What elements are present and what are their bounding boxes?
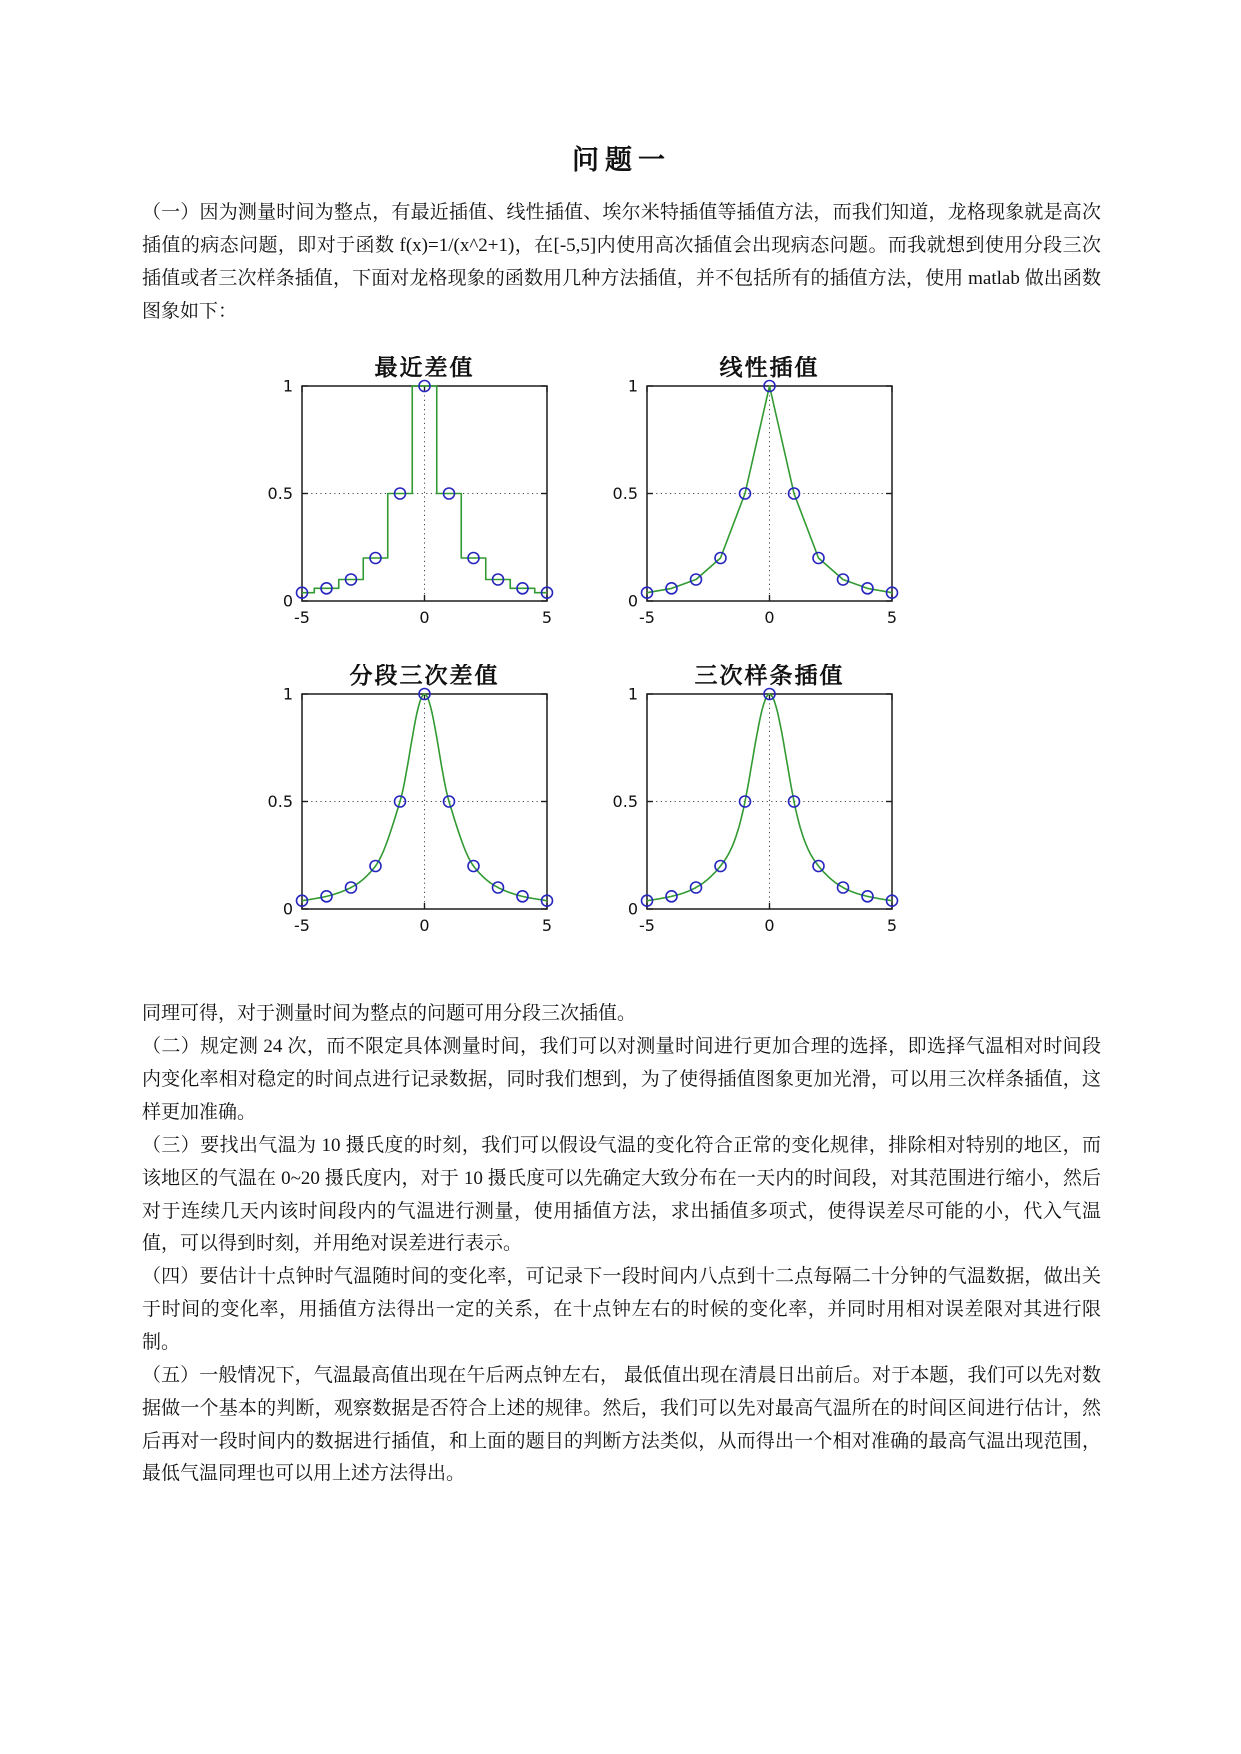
y-tick-label: 0.5: [267, 484, 293, 504]
y-tick-label: 1: [282, 376, 293, 396]
x-tick-label: 0: [764, 916, 775, 936]
x-tick-label: -5: [294, 608, 310, 628]
y-tick-label: 0: [282, 899, 293, 919]
x-tick-label: 5: [541, 608, 553, 628]
y-tick-label: 0: [282, 591, 293, 611]
paragraph-4: （三）要找出气温为 10 摄氏度的时刻，我们可以假设气温的变化符合正常的变化规律，排除相对特别的地区，而该地区的气温在 0~20 摄氏度内，对于 10 摄氏度可以先确定大致分布在一天内的时间段，对其范围进行缩小，然后对于连续几天内该时间段内的气温进行测量，使用插值方法，求出插值多项式，使得误差尽可能的小，代入气温值，可以得到时刻，并用绝对误差进行表示。: [142, 1134, 1101, 1255]
paragraph-3: （二）规定测 24 次，而不限定具体测量时间，我们可以对测量时间进行更加合理的选择，即选择气温相对时间段内变化率相对稳定的时间点进行记录数据，同时我们想到，为了使得插值图象更加光滑，可以用三次样条插值，这样更加准确。: [142, 1036, 1101, 1124]
subplot-piecewise-cubic-interpolation: [262, 664, 607, 946]
matlab-figure: [262, 356, 952, 946]
y-tick-label: 1: [627, 684, 638, 704]
plot-title: 最近差值: [374, 356, 475, 382]
subplot-linear-interpolation: [607, 356, 952, 638]
y-tick-label: 0: [627, 899, 638, 919]
plot-title: 三次样条插值: [694, 664, 845, 690]
paragraph-5: （四）要估计十点钟时气温随时间的变化率，可记录下一段时间内八点到十二点每隔二十分钟的气温数据，做出关于时间的变化率，用插值方法得出一定的关系，在十点钟左右的时候的变化率，并同时用相对误差限对其进行限制。: [142, 1266, 1101, 1354]
subplot-cell-cubic-spline: [607, 664, 952, 946]
y-tick-label: 0.5: [267, 792, 293, 812]
x-tick-label: 0: [419, 916, 430, 936]
subplot-nearest-interpolation: [262, 356, 607, 638]
subplot-cubic-spline-interpolation: [607, 664, 952, 946]
x-tick-label: -5: [639, 916, 655, 936]
x-tick-label: 5: [886, 608, 898, 628]
x-tick-label: -5: [639, 608, 655, 628]
subplot-cell-linear: [607, 356, 952, 638]
y-tick-label: 1: [627, 376, 638, 396]
subplot-cell-nearest: [262, 356, 607, 638]
x-tick-label: -5: [294, 916, 310, 936]
subplot-cell-piecewise-cubic: [262, 664, 607, 946]
plot-title: 分段三次差值: [349, 664, 500, 690]
x-tick-label: 0: [764, 608, 775, 628]
y-tick-label: 0.5: [612, 792, 638, 812]
paragraph-1: （一）因为测量时间为整点，有最近插值、线性插值、埃尔米特插值等插值方法，而我们知道，龙格现象就是高次插值的病态问题，即对于函数 f(x)=1/(x^2+1)，在[-5,5]内使用高次插值会出现病态问题。而我就想到使用分段三次插值或者三次样条插值，下面对龙格现象的函数用几种方法插值，并不包括所有的插值方法，使用 matlab 做出函数图象如下：: [142, 202, 1101, 322]
plot-title: 线性插值: [719, 356, 820, 382]
x-tick-label: 5: [541, 916, 553, 936]
paragraph-6: （五）一般情况下，气温最高值出现在午后两点钟左右， 最低值出现在清晨日出前后。对于本题，我们可以先对数据做一个基本的判断，观察数据是否符合上述的规律。然后，我们可以先对最高气温所在的时间区间进行估计，然后再对一段时间内的数据进行插值，和上面的题目的判断方法类似，从而得出一个相对准确的最高气温出现范围，最低气温同理也可以用上述方法得出。: [142, 1364, 1101, 1485]
x-tick-label: 0: [419, 608, 430, 628]
y-tick-label: 0: [627, 591, 638, 611]
paragraph-2: 同理可得，对于测量时间为整点的问题可用分段三次插值。: [142, 1003, 637, 1025]
y-tick-label: 1: [282, 684, 293, 704]
page-title: 问题一: [572, 145, 671, 175]
x-tick-label: 5: [886, 916, 898, 936]
y-tick-label: 0.5: [612, 484, 638, 504]
